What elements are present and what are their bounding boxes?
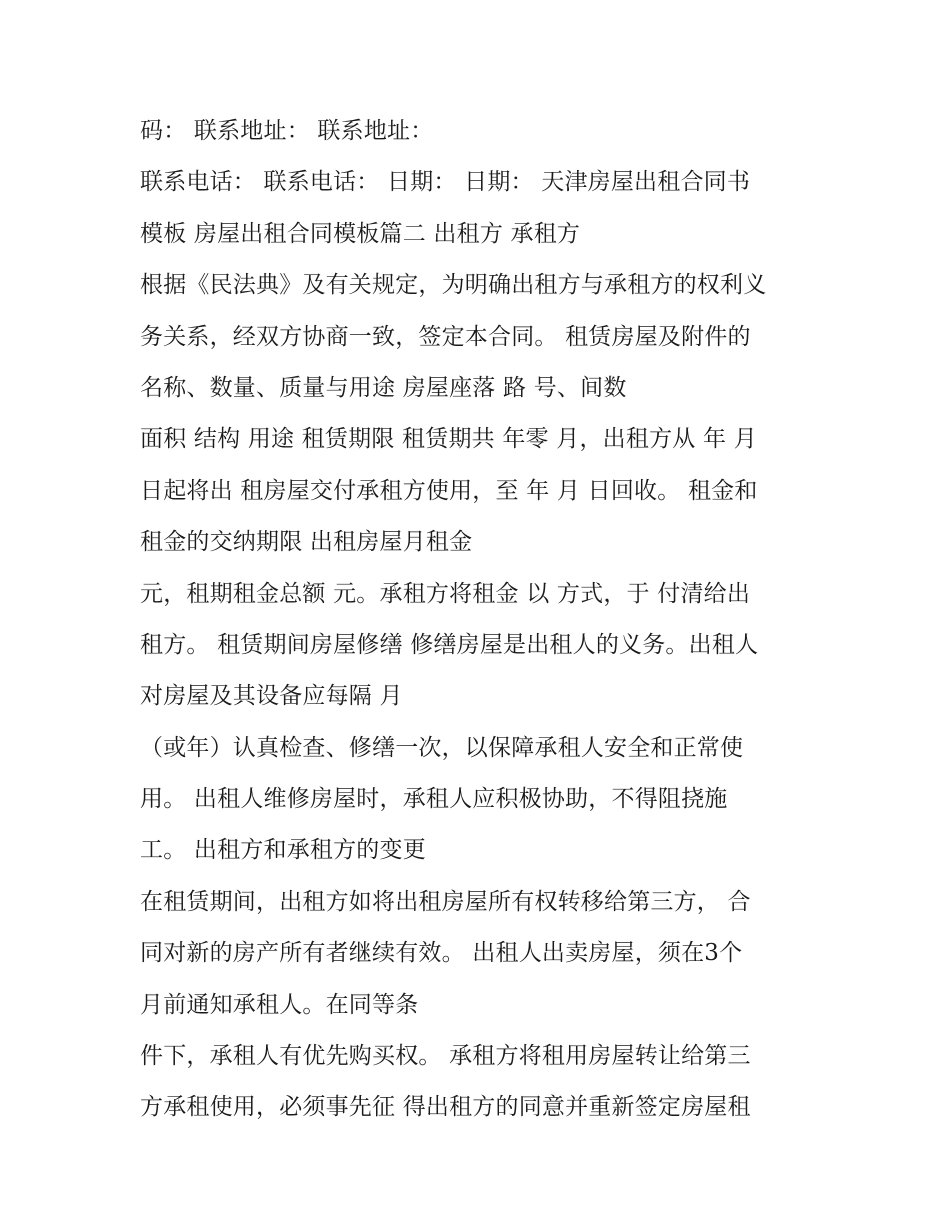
text-line: 日起将出 租房屋交付承租方使用，至 年 月 日回收。 租金和 [140, 477, 758, 504]
text-line: 元，租期租金总额 元。承租方将租金 以 方式，于 付清给出 [140, 580, 751, 607]
text-line: 联系电话： 联系电话： 日期： 日期： 天津房屋出租合同书 [140, 169, 751, 196]
text-line: 方承租使用，必须事先征 得出租方的同意并重新签定房屋租 [140, 1094, 751, 1121]
text-line: 工。 出租方和承租方的变更 [140, 837, 426, 864]
text-line: 同对新的房产所有者继续有效。 出租人出卖房屋，须在3个 [140, 940, 743, 967]
text-line: 在租赁期间，出租方如将出租房屋所有权转移给第三方， 合 [140, 888, 751, 915]
text-line: 码： 联系地址： 联系地址： [140, 118, 434, 144]
text-line: 件下，承租人有优先购买权。 承租方将租用房屋转让给第三 [140, 1043, 751, 1070]
text-line: 租方。 租赁期间房屋修缮 修缮房屋是出租人的义务。出租人 [140, 631, 759, 658]
text-line: 用。 出租人维修房屋时，承租人应积极协助，不得阻挠施 [140, 786, 728, 813]
text-line: 对房屋及其设备应每隔 月 [140, 683, 403, 710]
text-line: 租金的交纳期限 出租房屋月租金 [140, 529, 473, 556]
text-line: 月前通知承租人。在同等条 [140, 991, 419, 1018]
text-line: 根据《民法典》及有关规定，为明确出租方与承租方的权利义 [140, 272, 767, 299]
text-line: 面积 结构 用途 租赁期限 租赁期共 年零 月，出租方从 年 月 [140, 426, 757, 453]
text-line: 务关系，经双方协商一致，签定本合同。 租赁房屋及附件的 [140, 323, 751, 350]
document-body [140, 106, 840, 1134]
text-line: 模板 房屋出租合同模板篇二 出租方 承租方 [140, 220, 581, 247]
text-line: （或年）认真检查、修缮一次，以保障承租人安全和正常使 [140, 734, 744, 761]
text-line: 名称、数量、质量与用途 房屋座落 路 号、间数 [140, 374, 627, 401]
